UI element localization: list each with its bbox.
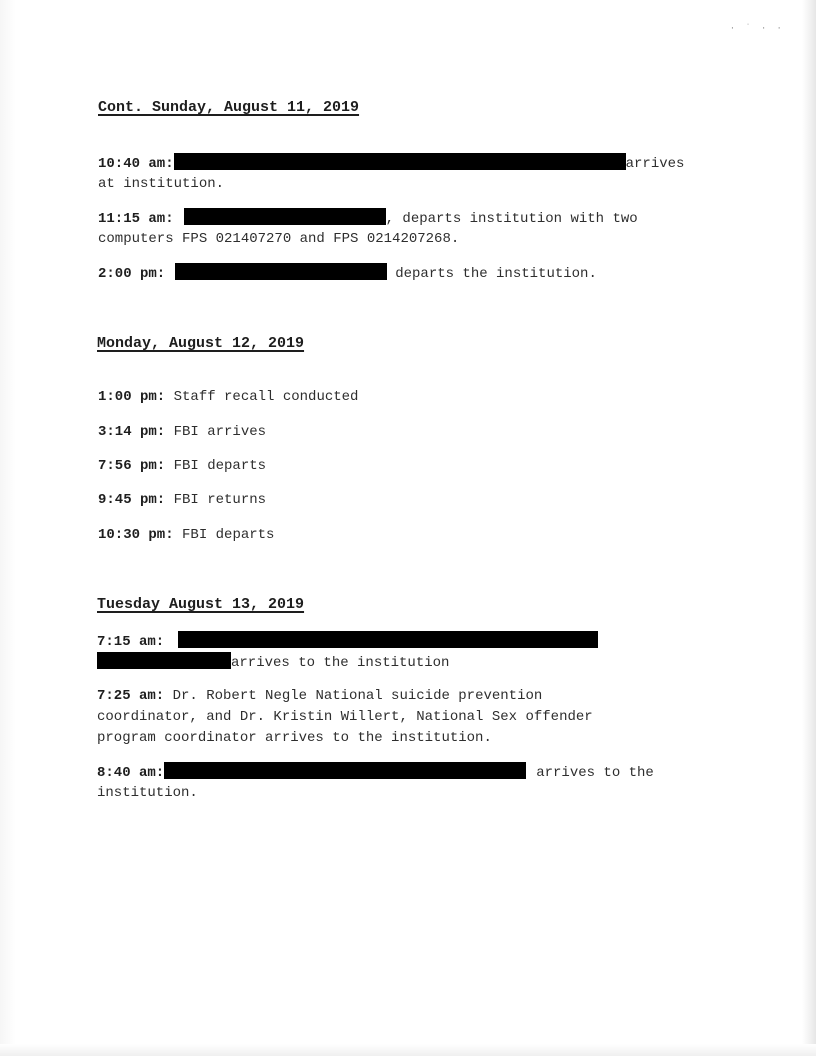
entry-time: 2:00 pm: (98, 266, 166, 282)
entry-line (97, 762, 654, 784)
entry-continuation: program coordinator arrives to the institution. (97, 730, 492, 746)
entry-continuation: computers FPS 021407270 and FPS 0214207268. (98, 231, 460, 247)
entry-time: 10:40 am: (98, 156, 174, 172)
entry-line (98, 490, 266, 511)
entry-time: 9:45 pm: (98, 492, 166, 508)
entry-line (98, 456, 266, 477)
entry-continuation: coordinator, and Dr. Kristin Willert, National Sex offender (97, 709, 593, 725)
entry-text: FBI departs (173, 458, 267, 474)
entry-line (97, 686, 542, 707)
entry-text: FBI departs (182, 527, 275, 543)
entry-continuation: institution. (97, 785, 198, 801)
redaction-box (164, 762, 526, 779)
entry-text: arrives to the (536, 765, 654, 781)
entry-line (98, 525, 274, 546)
entry-text: , departs institution with two (385, 211, 638, 227)
entry-line (98, 263, 597, 285)
redaction-box (175, 263, 387, 280)
entry-line (98, 153, 684, 175)
scan-specks: · ˙ · · (730, 24, 785, 33)
entry-time: 7:15 am: (97, 634, 165, 650)
section-heading-tuesday: Tuesday August 13, 2019 (97, 596, 305, 613)
entry-text: arrives to the institution (231, 655, 450, 671)
entry-time: 8:40 am: (97, 765, 165, 781)
redaction-box (97, 652, 231, 669)
entry-time: 3:14 pm: (98, 424, 166, 440)
scan-edge-right (802, 0, 816, 1056)
entry-line (97, 631, 598, 653)
entry-continuation (97, 652, 449, 674)
entry-time: 1:00 pm: (98, 389, 166, 405)
scan-edge-bottom (0, 1044, 816, 1056)
entry-continuation: at institution. (98, 176, 225, 192)
section-heading-monday: Monday, August 12, 2019 (97, 335, 305, 352)
entry-text: Staff recall conducted (173, 389, 359, 405)
scan-edge-left (0, 0, 16, 1056)
section-heading-sunday: Cont. Sunday, August 11, 2019 (98, 99, 360, 116)
redaction-box (174, 153, 626, 170)
entry-text: departs the institution. (395, 266, 597, 282)
entry-line (98, 422, 266, 443)
entry-time: 10:30 pm: (98, 527, 174, 543)
entry-time: 7:56 pm: (98, 458, 166, 474)
entry-text: Dr. Robert Negle National suicide prevention (172, 688, 543, 704)
entry-line (98, 208, 638, 230)
entry-text: FBI returns (173, 492, 267, 508)
entry-time: 11:15 am: (98, 211, 174, 227)
redaction-box (178, 631, 598, 648)
entry-line (98, 387, 358, 408)
entry-text: FBI arrives (173, 424, 267, 440)
entry-text: arrives (625, 156, 685, 172)
entry-time: 7:25 am: (97, 688, 165, 704)
redaction-box (184, 208, 386, 225)
